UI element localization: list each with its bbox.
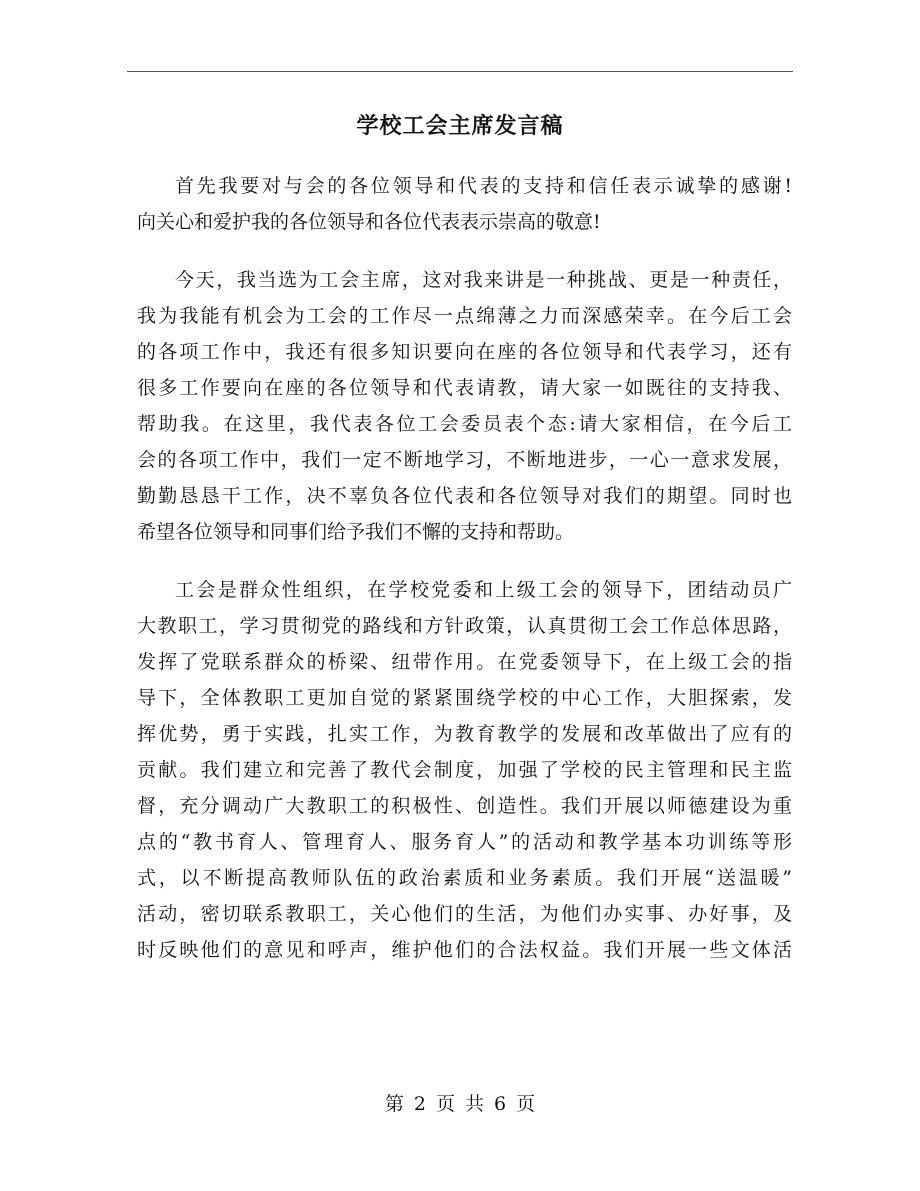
header-rule: [127, 71, 793, 72]
text-line: 帮助我。在这里，我代表各位工会委员表个态:请大家相信，在今后工: [137, 413, 792, 435]
text-line: 活动，密切联系教职工，关心他们的生活，为他们办实事、办好事，及: [137, 903, 792, 925]
text-line: 我为我能有机会为工会的工作尽一点绵薄之力而深感荣幸。在今后工会: [137, 305, 792, 327]
text-line: 挥优势，勇于实践，扎实工作，为教育教学的发展和改革做出了应有的: [137, 723, 792, 745]
text-line: 很多工作要向在座的各位领导和代表请教，请大家一如既往的支持我、: [137, 377, 792, 399]
text-line: 大教职工，学习贯彻党的路线和方针政策，认真贯彻工会工作总体思路，: [137, 615, 792, 637]
text-line: 工会是群众性组织，在学校党委和上级工会的领导下，团结动员广: [175, 579, 792, 601]
text-line: 希望各位领导和同事们给予我们不懈的支持和帮助。: [137, 521, 575, 543]
text-line: 导下，全体教职工更加自觉的紧紧围绕学校的中心工作，大胆探索，发: [137, 687, 792, 709]
text-line: 发挥了党联系群众的桥梁、纽带作用。在党委领导下，在上级工会的指: [137, 651, 792, 673]
text-line: 贡献。我们建立和完善了教代会制度，加强了学校的民主管理和民主监: [137, 759, 792, 781]
text-line: 时反映他们的意见和呼声，维护他们的合法权益。我们开展一些文体活: [137, 939, 792, 961]
text-line: 首先我要对与会的各位领导和代表的支持和信任表示诚挚的感谢!: [175, 175, 792, 197]
paragraph-1: [137, 168, 792, 240]
text-line: 勤勤恳恳干工作，决不辜负各位代表和各位领导对我们的期望。同时也: [137, 485, 792, 507]
paragraph-3: [137, 572, 792, 968]
text-line: 督，充分调动广大教职工的积极性、创造性。我们开展以师德建设为重: [137, 795, 792, 817]
text-line: 的各项工作中，我还有很多知识要向在座的各位领导和代表学习，还有: [137, 341, 792, 363]
text-line: 式，以不断提高教师队伍的政治素质和业务素质。我们开展“送温暖”: [137, 867, 792, 889]
document-title: 学校工会主席发言稿: [356, 113, 564, 139]
text-line: 今天，我当选为工会主席，这对我来讲是一种挑战、更是一种责任，: [175, 269, 792, 291]
paragraph-2: [137, 262, 792, 550]
document-body: [137, 168, 792, 990]
text-line: 点的“教书育人、管理育人、服务育人”的活动和教学基本功训练等形: [137, 831, 792, 853]
text-line: 向关心和爱护我的各位领导和各位代表表示崇高的敬意!: [137, 211, 601, 233]
text-line: 会的各项工作中，我们一定不断地学习，不断地进步，一心一意求发展，: [137, 449, 792, 471]
page-number: 第 2 页 共 6 页: [384, 1093, 536, 1115]
